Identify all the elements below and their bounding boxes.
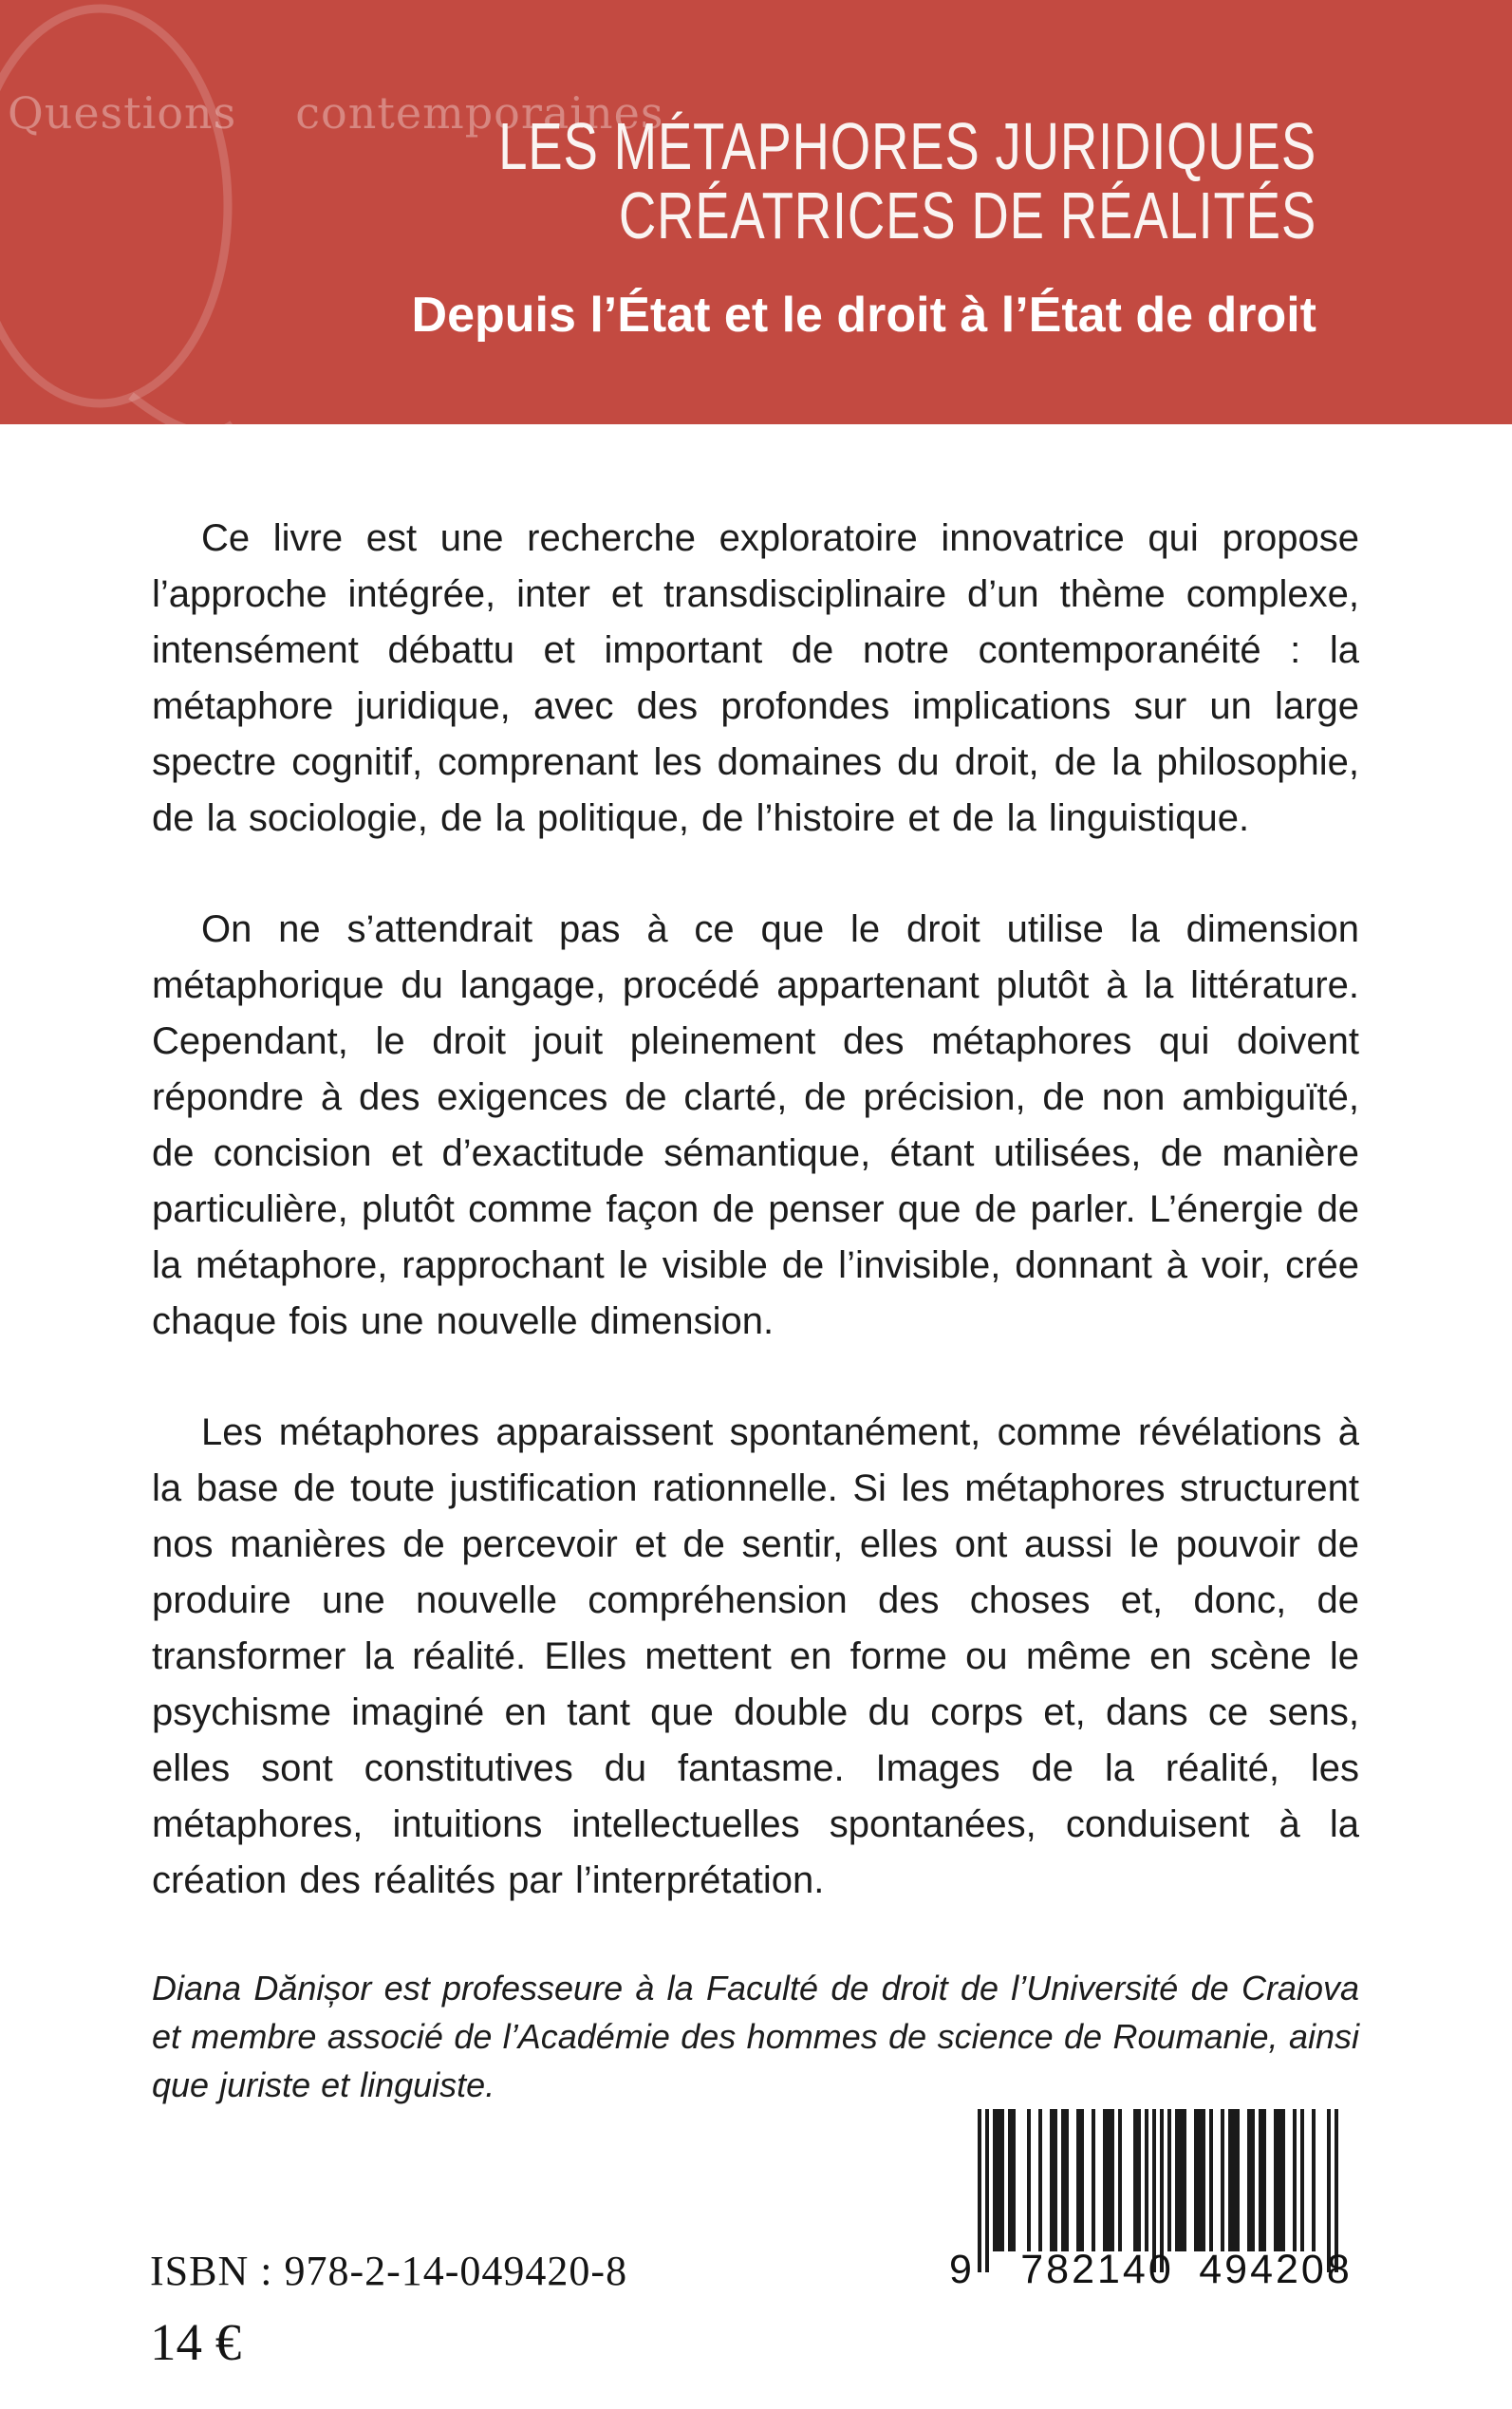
isbn-label: ISBN : 978-2-14-049420-8 (150, 2248, 628, 2294)
barcode-digit-group-2: 782140 (1020, 2247, 1174, 2292)
blurb-paragraph-2: On ne s’attendrait pas à ce que le droit utilise la dimension métaphorique du langage, procédé appartenant plutôt à la littérature. Cependant, le droit jouit pleinement des métaphores qui doivent répondre à des exigences de clarté, de précision, de non ambiguïté, de concision et d’exactitude sémantique, étant utilisées, de manière particulière, plutôt comme façon de penser que de parler. L’énergie de la métaphore, rapprochant le visible de l’invisible, donnant à voir, crée chaque fois une nouvelle dimension. (152, 908, 1359, 1342)
barcode-digit-group-3: 494208 (1199, 2247, 1353, 2292)
title-block (268, 109, 1316, 343)
collection-label-part1: Questions (8, 87, 237, 139)
barcode (949, 2109, 1353, 2299)
book-title (498, 109, 1316, 252)
book-subtitle: Depuis l’État et le droit à l’État de droit (411, 288, 1316, 343)
blurb-paragraph-1: Ce livre est une recherche exploratoire innovatrice qui propose l’approche intégrée, inter et transdisciplinaire d’un thème complexe, intensément débattu et important de notre contemporanéité : la métaphore juridique, avec des profondes implications sur un large spectre cognitif, comprenant les domaines du droit, de la philosophie, de la sociologie, de la politique, de l’histoire et de la linguistique. (152, 517, 1359, 839)
author-bio: Diana Dănișor est professeure à la Faculté de droit de l’Université de Craiova et membre associé de l’Académie des hommes de science de Roumanie, ainsi que juriste et linguiste. (152, 1969, 1359, 2104)
price-label: 14 € (150, 2313, 242, 2371)
header-band (0, 0, 1512, 424)
collection-label-part2: contemporaines (295, 87, 664, 139)
blurb-paragraph-3: Les métaphores apparaissent spontanément, comme révélations à la base de toute justification rationnelle. Si les métaphores structurent nos manières de percevoir et de sentir, elles ont aussi le pouvoir de produire une nouvelle compréhension des choses et, donc, de transformer la réalité. Elles mettent en forme ou même en scène le psychisme imaginé en tant que double du corps et, dans ce sens, elles sont constitutives du fantasme. Images de la réalité, les métaphores, intuitions intellectuelles spontanées, conduisent à la création des réalités par l’interprétation. (152, 1411, 1359, 1901)
blurb-text (152, 511, 1359, 2109)
book-title-line2: CRÉATRICES DE RÉALITÉS (618, 178, 1316, 252)
barcode-digit-group-1: 9 (949, 2247, 975, 2292)
book-title-line1: LES MÉTAPHORES JURIDIQUES (498, 109, 1316, 183)
q-watermark-icon (0, 0, 271, 424)
